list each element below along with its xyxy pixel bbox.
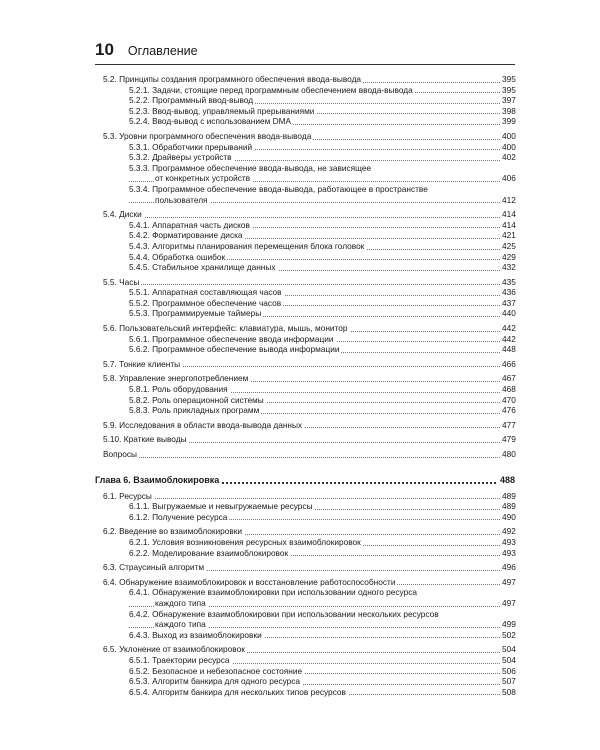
- entry-title: 5.7. Тонкие клиенты: [103, 358, 181, 369]
- entry-page-number: 493: [502, 536, 516, 547]
- entry-page-number: 395: [502, 74, 516, 84]
- entry-title: 6.4.2. Обнаружение взаимоблокировки при использовании нескольких ресурсов: [129, 608, 439, 619]
- page-number: 10: [95, 40, 114, 59]
- entry-page-number: 479: [502, 434, 516, 445]
- entry-title: 5.10. Краткие выводы: [103, 434, 187, 445]
- entry-title: 6.2.1. Условия возникновения ресурсных взаимоблокировок: [129, 536, 361, 547]
- entry-title: 5.3. Уровни программного обеспечения ввода-вывода: [103, 130, 312, 141]
- entry-page-number: 400: [502, 141, 516, 152]
- entry-page-number: 497: [502, 597, 516, 608]
- toc-section-entry[interactable]: [95, 359, 515, 370]
- entry-page-number: 493: [502, 547, 516, 558]
- toc-subsection-entry[interactable]: [95, 252, 515, 263]
- entry-page-number: 412: [502, 194, 516, 205]
- toc-subsection-entry[interactable]: [95, 298, 515, 309]
- entry-title: 5.5.1. Аппаратная составляющая часов: [129, 287, 282, 298]
- toc-subsection-entry[interactable]: [95, 598, 515, 609]
- entry-page-number: 470: [502, 394, 516, 405]
- toc-subsection-entry[interactable]: [95, 537, 515, 548]
- entry-page-number: 506: [502, 665, 516, 676]
- entry-title: 6.5.1. Траектории ресурса: [129, 654, 230, 665]
- toc-section-entry[interactable]: [95, 373, 515, 384]
- entry-title: 6.2. Введение во взаимоблокировки: [103, 526, 243, 537]
- entry-page-number: 504: [502, 644, 516, 655]
- entry-page-number: 399: [502, 116, 516, 127]
- entry-title: 6.1.2. Получение ресурса: [129, 511, 228, 522]
- entry-title: 6.1. Ресурсы: [103, 490, 152, 501]
- entry-title: 6.2.2. Моделирование взаимоблокировок: [129, 547, 289, 558]
- entry-title: каждого типа: [155, 597, 206, 608]
- toc-subsection-entry[interactable]: [95, 630, 515, 641]
- entry-title: 5.8.2. Роль операционной системы: [129, 394, 264, 405]
- leader-dots: [103, 282, 500, 285]
- entry-title: 6.1.1. Выгружаемые и невыгружаемые ресурсы: [129, 501, 313, 512]
- entry-page-number: 436: [502, 287, 516, 298]
- entry-title: 5.2.1. Задачи, стоящие перед программным обеспечением ввода-вывода: [129, 84, 413, 95]
- toc-subsection-entry[interactable]: [95, 687, 515, 698]
- entry-page-number: 400: [502, 130, 516, 141]
- entry-page-number: 442: [502, 323, 516, 334]
- toc-subsection-entry[interactable]: [95, 241, 515, 252]
- entry-title: 5.4.3. Алгоритмы планирования перемещения блока головок: [129, 240, 365, 251]
- toc-subsection-entry[interactable]: [95, 501, 515, 512]
- entry-title: 5.5.3. Программируемые таймеры: [129, 308, 262, 319]
- toc-subsection-entry[interactable]: [95, 334, 515, 345]
- entry-title: 5.8.3. Роль прикладных программ: [129, 405, 260, 416]
- toc-subsection-entry[interactable]: [95, 395, 515, 406]
- entry-title: 5.2.2. Программный ввод-вывод: [129, 95, 254, 106]
- entry-title: от конкретных устройств: [155, 173, 251, 184]
- entry-title: 5.3.4. Программное обеспечение ввода-вывода, работающее в пространстве: [129, 183, 428, 194]
- entry-title: 5.2. Принципы создания программного обеспечения ввода-вывода: [103, 74, 362, 84]
- entry-title: 6.3. Страусиный алгоритм: [103, 562, 205, 573]
- toc-section-entry[interactable]: [95, 562, 515, 573]
- toc-subsection-entry[interactable]: [95, 184, 515, 195]
- entry-page-number: 402: [502, 152, 516, 163]
- entry-title: 5.5. Часы: [103, 276, 140, 287]
- entry-page-number: 489: [502, 490, 516, 501]
- toc-section-entry[interactable]: [95, 577, 515, 588]
- entry-title: 5.4.1. Аппаратная часть дисков: [129, 219, 250, 230]
- entry-page-number: 442: [502, 333, 516, 344]
- chapter-page: 488: [497, 474, 515, 486]
- toc-section-entry[interactable]: [95, 74, 515, 85]
- entry-page-number: 397: [502, 95, 516, 106]
- toc-section-entry[interactable]: [95, 491, 515, 502]
- entry-page-number: 476: [502, 405, 516, 416]
- toc-section-entry[interactable]: [95, 434, 515, 445]
- leader-dots: [103, 215, 500, 218]
- entry-page-number: 490: [502, 511, 516, 522]
- toc-subsection-entry[interactable]: [95, 220, 515, 231]
- entry-page-number: 414: [502, 209, 516, 220]
- entry-page-number: 437: [502, 297, 516, 308]
- toc-subsection-entry[interactable]: [95, 676, 515, 687]
- toc-subsection-entry[interactable]: [95, 262, 515, 273]
- entry-page-number: 429: [502, 251, 516, 262]
- entry-page-number: 414: [502, 219, 516, 230]
- entry-title: каждого типа: [155, 619, 206, 630]
- toc-subsection-entry[interactable]: [95, 173, 515, 184]
- entry-title: Вопросы: [103, 449, 137, 459]
- entry-title: 5.3.1. Обработчики прерываний: [129, 141, 253, 152]
- entry-title: 6.4.3. Выход из взаимоблокировки: [129, 629, 262, 640]
- table-of-contents: [95, 74, 515, 697]
- entry-page-number: 448: [502, 344, 516, 355]
- entry-title: 5.8.1. Роль оборудования: [129, 384, 228, 395]
- entry-title: 5.2.3. Ввод-вывод, управляемый прерываниями: [129, 105, 315, 116]
- entry-title: 6.4. Обнаружение взаимоблокировок и восстановление работоспособности: [103, 576, 396, 587]
- toc-section-entry[interactable]: [95, 644, 515, 655]
- entry-title: 5.9. Исследования в области ввода-вывода данных: [103, 419, 303, 430]
- toc-subsection-entry[interactable]: [95, 666, 515, 677]
- leader-dots: [103, 496, 500, 499]
- toc-section-entry[interactable]: [95, 277, 515, 288]
- entry-title: 5.6. Пользовательский интерфейс: клавиатура, мышь, монитор: [103, 323, 348, 334]
- entry-title: 5.8. Управление энергопотреблением: [103, 373, 249, 384]
- section-6-entries: [95, 491, 515, 698]
- entry-title: 6.5.3. Алгоритм банкира для одного ресурса: [129, 676, 301, 687]
- entry-page-number: 395: [502, 84, 516, 95]
- toc-subsection-entry[interactable]: [95, 655, 515, 666]
- toc-section-entry[interactable]: [95, 131, 515, 142]
- toc-subsection-entry[interactable]: [95, 95, 515, 106]
- header-rule: [95, 64, 515, 65]
- toc-section-entry[interactable]: [95, 449, 515, 460]
- leader-dots: [103, 455, 500, 458]
- toc-subsection-entry[interactable]: [95, 85, 515, 96]
- entry-title: 5.5.2. Программное обеспечение часов: [129, 297, 282, 308]
- entry-page-number: 466: [502, 358, 516, 369]
- toc-subsection-entry[interactable]: [95, 287, 515, 298]
- running-title: Оглавление: [127, 44, 198, 58]
- toc-subsection-entry[interactable]: [95, 609, 515, 620]
- entry-title: 5.2.4. Ввод-вывод с использованием DMA: [129, 116, 292, 127]
- toc-section-entry[interactable]: [95, 420, 515, 431]
- entry-page-number: 440: [502, 308, 516, 319]
- page-header: [95, 40, 515, 64]
- entry-page-number: 477: [502, 419, 516, 430]
- toc-subsection-entry[interactable]: [95, 116, 515, 127]
- entry-title: 5.3.3. Программное обеспечение ввода-вывода, не зависящее: [129, 162, 372, 173]
- toc-section-entry[interactable]: [95, 323, 515, 334]
- toc-subsection-entry[interactable]: [95, 548, 515, 559]
- entry-title: 5.4.4. Обработка ошибок: [129, 251, 226, 262]
- entry-title: 6.5.4. Алгоритм банкира для нескольких типов ресурсов: [129, 686, 346, 697]
- toc-section-entry[interactable]: [95, 526, 515, 537]
- entry-page-number: 489: [502, 501, 516, 512]
- entry-page-number: 432: [502, 262, 516, 273]
- chapter-6-heading[interactable]: [95, 474, 515, 486]
- entry-title: 6.5.2. Безопасное и небезопасное состояние: [129, 665, 303, 676]
- toc-subsection-entry[interactable]: [95, 142, 515, 153]
- entry-page-number: 480: [502, 449, 516, 459]
- entry-page-number: 502: [502, 629, 516, 640]
- entry-page-number: 508: [502, 686, 516, 697]
- entry-page-number: 492: [502, 526, 516, 537]
- entry-page-number: 435: [502, 276, 516, 287]
- entry-title: 5.6.2. Программное обеспечение вывода информации: [129, 344, 340, 355]
- entry-title: 5.4.5. Стабильное хранилище данных: [129, 262, 276, 273]
- toc-subsection-entry[interactable]: [95, 308, 515, 319]
- toc-subsection-entry[interactable]: [95, 163, 515, 174]
- entry-page-number: 406: [502, 173, 516, 184]
- entry-page-number: 504: [502, 654, 516, 665]
- toc-subsection-entry[interactable]: [95, 195, 515, 206]
- section-5-entries: [95, 74, 515, 460]
- toc-subsection-entry[interactable]: [95, 344, 515, 355]
- entry-page-number: 499: [502, 619, 516, 630]
- entry-page-number: 497: [502, 576, 516, 587]
- chapter-title: Глава 6. Взаимоблокировка: [95, 474, 222, 486]
- toc-subsection-entry[interactable]: [95, 587, 515, 598]
- entry-page-number: 421: [502, 230, 516, 241]
- entry-page-number: 467: [502, 373, 516, 384]
- entry-title: пользователя: [155, 194, 208, 205]
- entry-title: 5.4. Диски: [103, 209, 142, 220]
- toc-subsection-entry[interactable]: [95, 230, 515, 241]
- toc-subsection-entry[interactable]: [95, 512, 515, 523]
- toc-subsection-entry[interactable]: [95, 106, 515, 117]
- entry-page-number: 496: [502, 562, 516, 573]
- toc-subsection-entry[interactable]: [95, 405, 515, 416]
- entry-page-number: 507: [502, 676, 516, 687]
- entry-title: 5.6.1. Программное обеспечение ввода информации: [129, 333, 334, 344]
- toc-subsection-entry[interactable]: [95, 384, 515, 395]
- entry-title: 6.5. Уклонение от взаимоблокировок: [103, 644, 245, 655]
- toc-subsection-entry[interactable]: [95, 152, 515, 163]
- entry-page-number: 398: [502, 105, 516, 116]
- toc-section-entry[interactable]: [95, 209, 515, 220]
- entry-title: 5.3.2. Драйверы устройств: [129, 152, 232, 163]
- entry-page-number: 468: [502, 384, 516, 395]
- entry-page-number: 425: [502, 240, 516, 251]
- entry-title: 5.4.2. Форматирование диска: [129, 230, 243, 241]
- entry-title: 6.4.1. Обнаружение взаимоблокировки при использовании одного ресурса: [129, 587, 417, 598]
- toc-subsection-entry[interactable]: [95, 619, 515, 630]
